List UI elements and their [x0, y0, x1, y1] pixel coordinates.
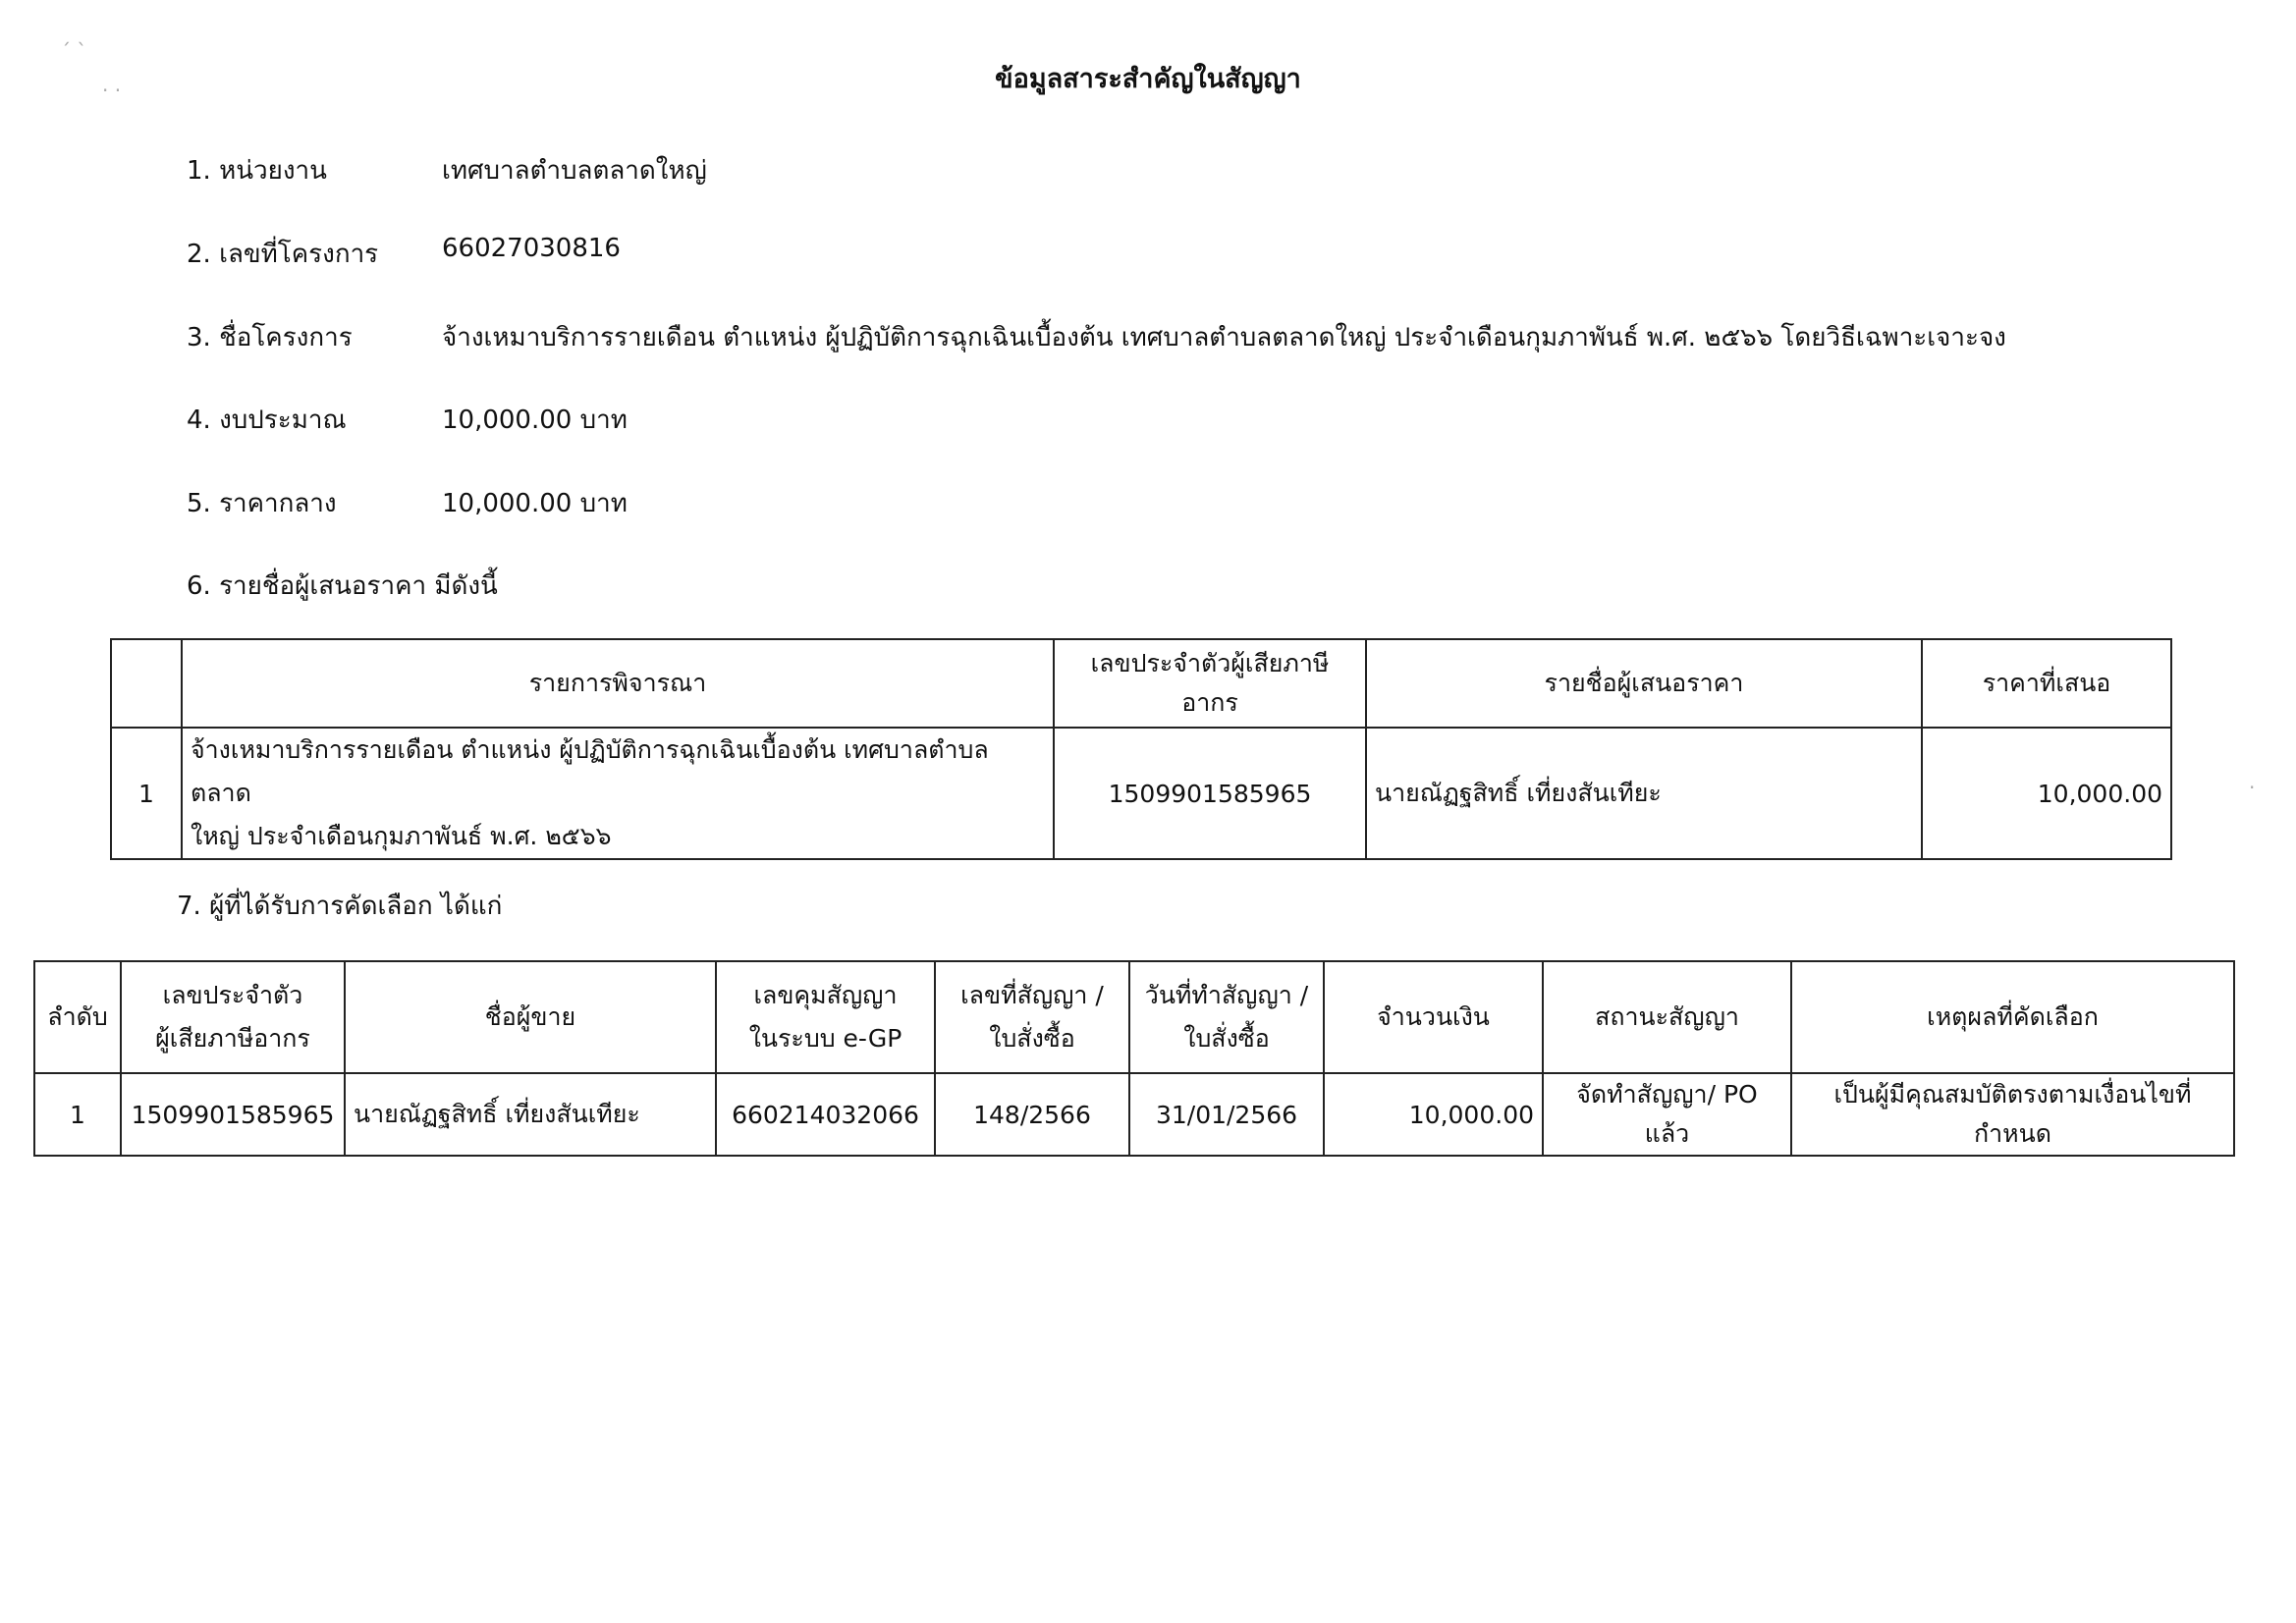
header-line: เลขประจำตัว [162, 981, 303, 1009]
contract-date-cell: 31/01/2566 [1129, 1073, 1324, 1156]
egp-number-cell: 660214032066 [716, 1073, 935, 1156]
field-label: 5. ราคากลาง [187, 489, 337, 518]
item-cell [182, 728, 1054, 859]
header-cell: ราคาที่เสนอ [1922, 639, 2171, 728]
field-value: 10,000.00 บาท [442, 406, 628, 435]
document-title: ข้อมูลสาระสำคัญในสัญญา [995, 64, 1301, 94]
header-cell [121, 961, 345, 1073]
header-cell [935, 961, 1129, 1073]
table-row [34, 1073, 2234, 1156]
contract-number-cell: 148/2566 [935, 1073, 1129, 1156]
item-line: จ้างเหมาบริการรายเดือน ตำแหน่ง ผู้ปฏิบัติการฉุกเฉินเบื้องต้น เทศบาลตำบลตลาด [191, 735, 989, 807]
header-line: ลำดับ [47, 1002, 108, 1031]
scan-mark: · [2249, 776, 2256, 799]
header-cell [1543, 961, 1791, 1073]
tax-id-cell: 1509901585965 [1054, 728, 1366, 859]
header-cell [345, 961, 716, 1073]
table-row [111, 728, 2171, 859]
header-cell: รายการพิจารณา [182, 639, 1054, 728]
header-line: จำนวนเงิน [1377, 1002, 1490, 1031]
reason-cell: เป็นผู้มีคุณสมบัติตรงตามเงื่อนไขที่กำหนด [1791, 1073, 2234, 1156]
field-value: เทศบาลตำบลตลาดใหญ่ [442, 156, 707, 186]
scan-mark: · · [102, 79, 122, 102]
field-label: 4. งบประมาณ [187, 406, 347, 435]
tax-id-cell: 1509901585965 [121, 1073, 345, 1156]
bidders-table [110, 638, 2172, 860]
field-label: 1. หน่วยงาน [187, 156, 327, 186]
header-cell [111, 639, 182, 728]
header-line: ผู้เสียภาษีอากร [155, 1024, 310, 1053]
header-line: วันที่ทำสัญญา / [1144, 981, 1309, 1009]
section6-heading: 6. รายชื่อผู้เสนอราคา มีดังนี้ [187, 571, 498, 601]
scan-mark: ˊ ˋ [61, 39, 87, 63]
amount-cell: 10,000.00 [1324, 1073, 1543, 1156]
field-value: จ้างเหมาบริการรายเดือน ตำแหน่ง ผู้ปฏิบัติการฉุกเฉินเบื้องต้น เทศบาลตำบลตลาดใหญ่ ประจำเดือนกุมภาพันธ์ พ.ศ. ๒๕๖๖ โดยวิธีเฉพาะเจาะจง [442, 323, 2006, 352]
header-cell: รายชื่อผู้เสนอราคา [1366, 639, 1922, 728]
bidder-cell: นายณัฏฐสิทธิ์ เที่ยงสันเทียะ [1366, 728, 1922, 859]
header-line: ชื่อผู้ขาย [484, 1002, 576, 1031]
header-line: ใบสั่งซื้อ [989, 1024, 1075, 1053]
table-header-row [111, 639, 2171, 728]
header-line: ในระบบ e-GP [748, 1024, 902, 1053]
header-cell [34, 961, 121, 1073]
header-line: เลขคุมสัญญา [753, 981, 898, 1009]
field-value: 10,000.00 บาท [442, 489, 628, 518]
section7-heading: 7. ผู้ที่ได้รับการคัดเลือก ได้แก่ [177, 892, 503, 921]
table-header-row [34, 961, 2234, 1073]
header-cell: เลขประจำตัวผู้เสียภาษีอากร [1054, 639, 1366, 728]
seller-cell: นายณัฏฐสิทธิ์ เที่ยงสันเทียะ [345, 1073, 716, 1156]
header-cell [1324, 961, 1543, 1073]
field-label: 2. เลขที่โครงการ [187, 240, 379, 269]
header-cell [716, 961, 935, 1073]
header-line: เลขที่สัญญา / [960, 981, 1104, 1009]
row-number: 1 [34, 1073, 121, 1156]
status-cell: จัดทำสัญญา/ PO แล้ว [1543, 1073, 1791, 1156]
selected-table [33, 960, 2235, 1157]
price-cell: 10,000.00 [1922, 728, 2171, 859]
header-line: เหตุผลที่คัดเลือก [1927, 1002, 2099, 1031]
item-line: ใหญ่ ประจำเดือนกุมภาพันธ์ พ.ศ. ๒๕๖๖ [191, 822, 612, 850]
field-value: 66027030816 [442, 234, 621, 263]
header-cell [1129, 961, 1324, 1073]
header-line: ใบสั่งซื้อ [1183, 1024, 1270, 1053]
header-line: สถานะสัญญา [1595, 1002, 1739, 1031]
header-cell [1791, 961, 2234, 1073]
row-number: 1 [111, 728, 182, 859]
field-label: 3. ชื่อโครงการ [187, 323, 353, 352]
